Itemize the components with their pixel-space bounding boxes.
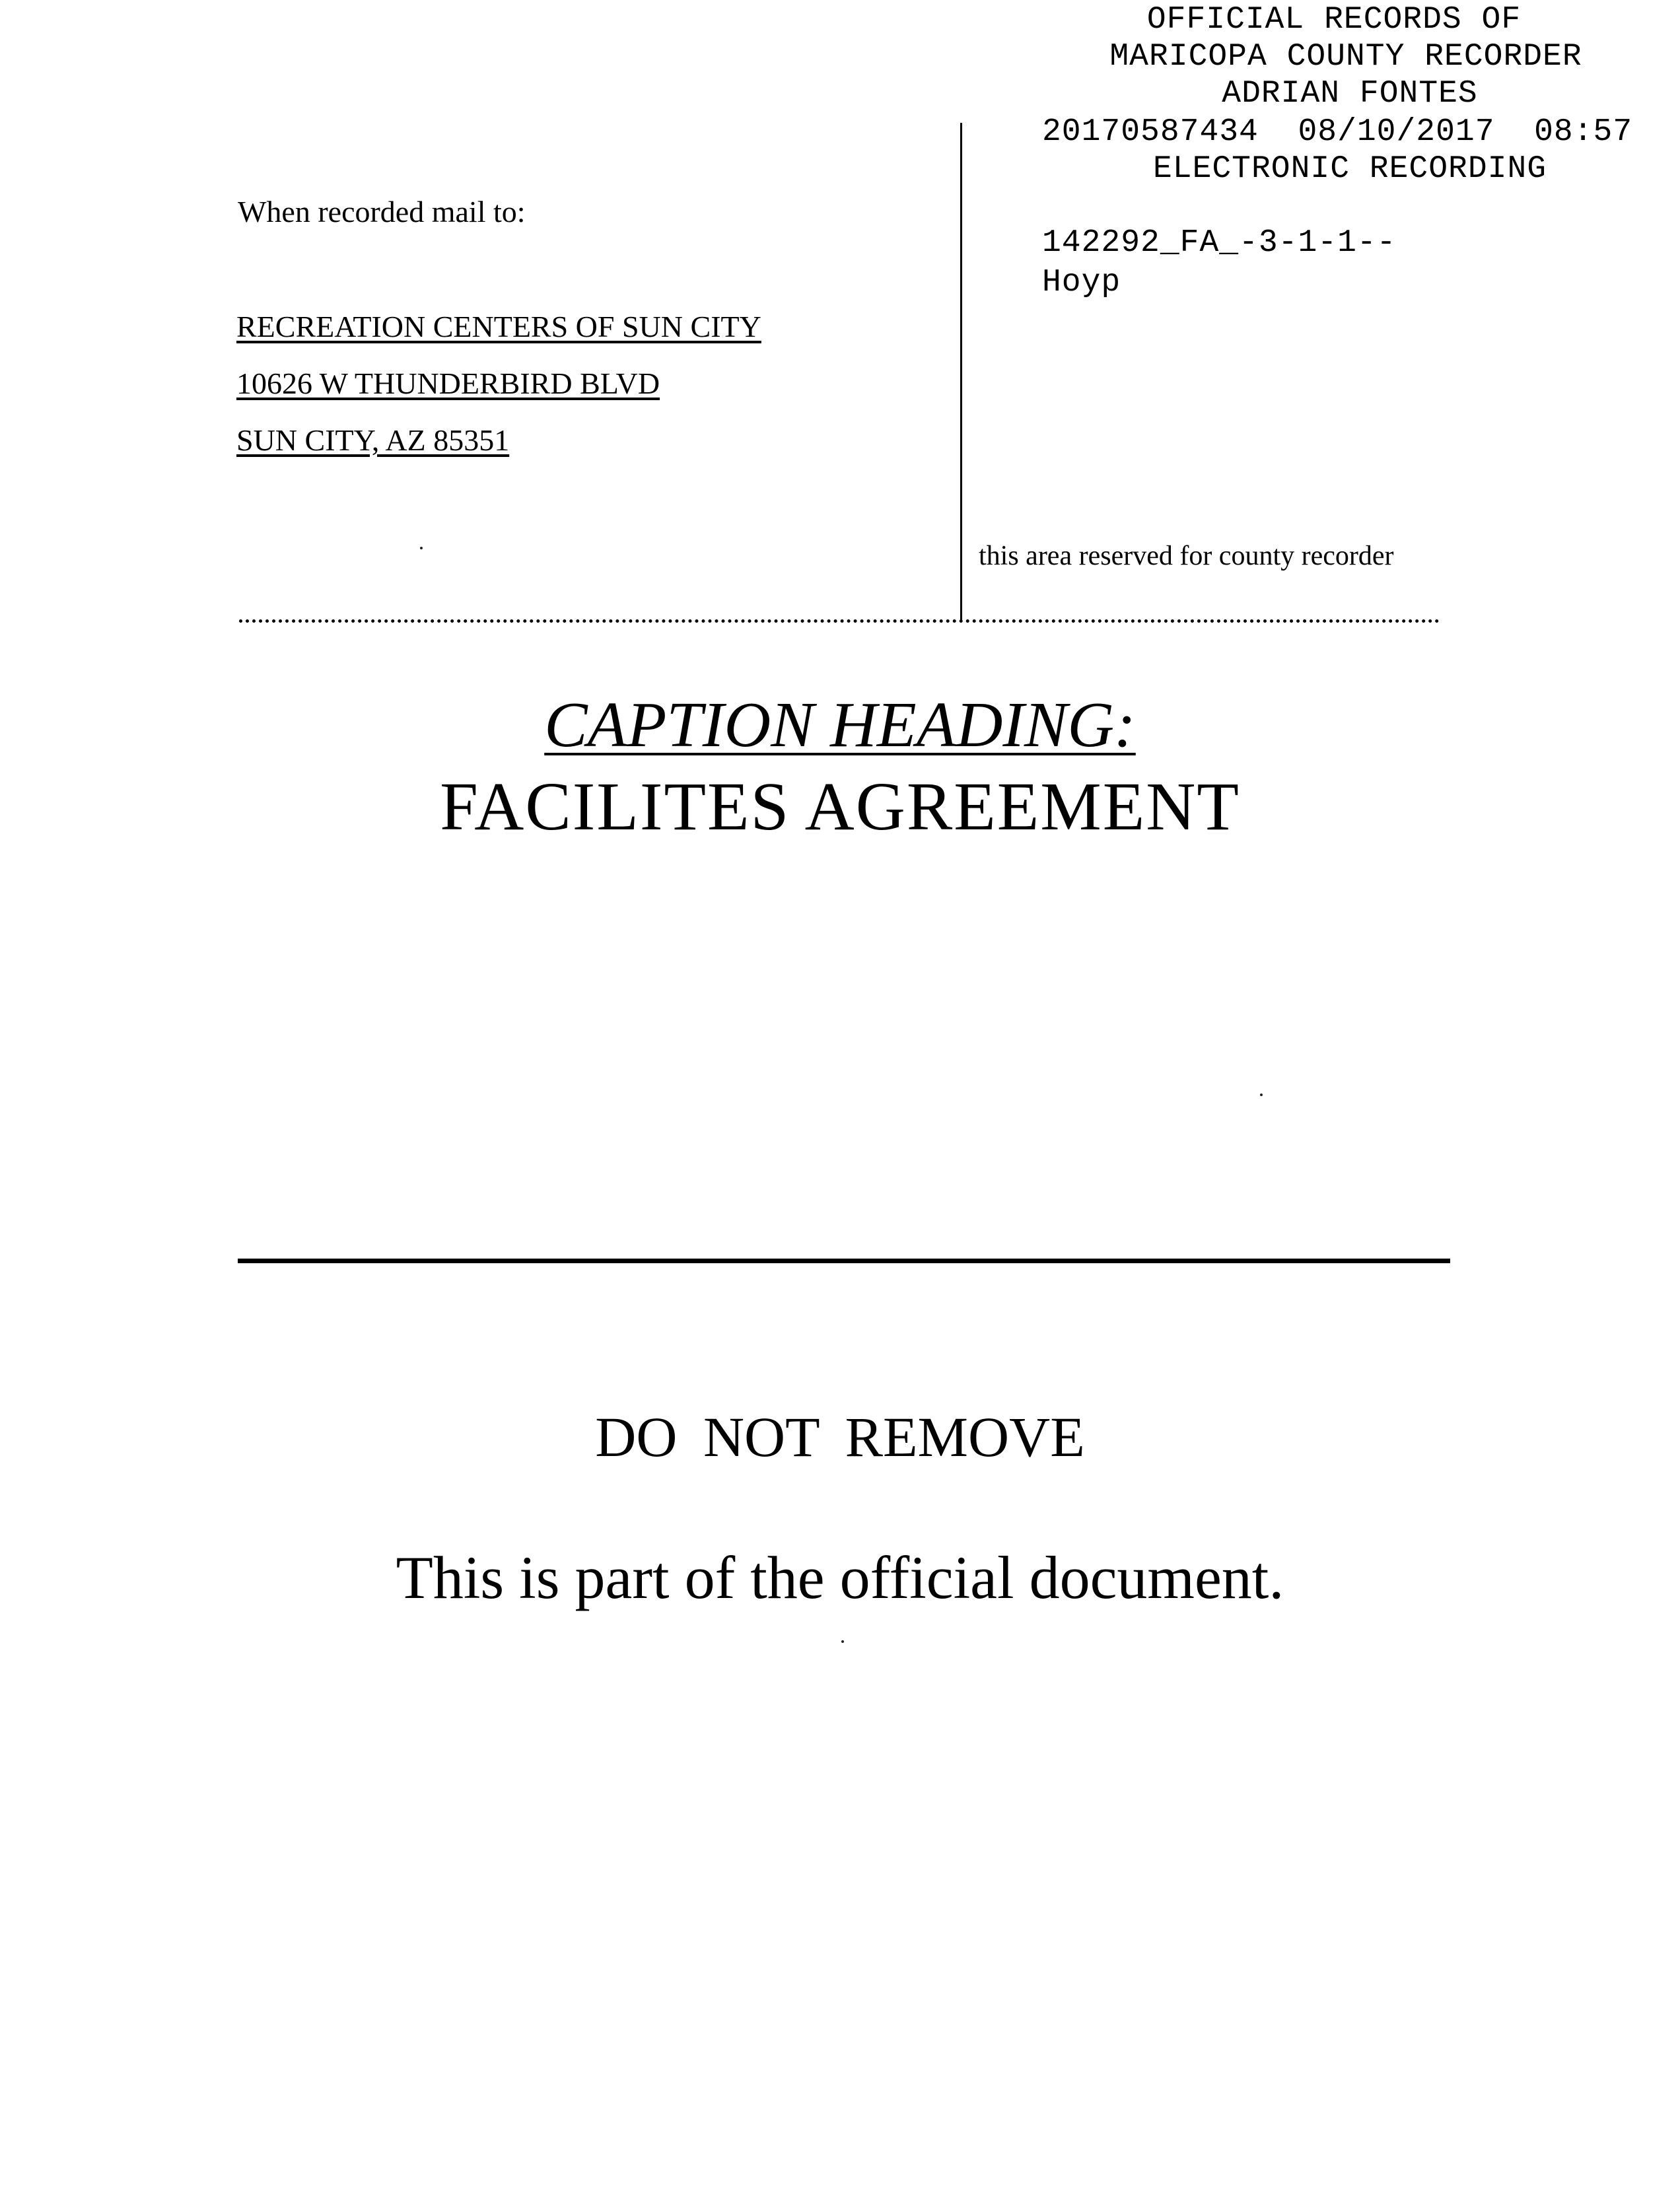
stamp-document-code: 142292_FA_-3-1-1-- <box>1042 225 1397 261</box>
stamp-line-official-records: OFFICIAL RECORDS OF <box>1146 2 1522 38</box>
stamp-line-electronic-recording: ELECTRONIC RECORDING <box>1152 151 1547 187</box>
scan-speck <box>420 547 423 549</box>
reserved-area-note: this area reserved for county recorder <box>979 541 1394 571</box>
caption-heading-text: CAPTION HEADING: <box>544 689 1136 761</box>
do-not-remove-notice: DO NOT REMOVE <box>595 1405 1085 1469</box>
mail-to-street: 10626 W THUNDERBIRD BLVD <box>236 366 660 400</box>
stamp-line-record-number-date-time: 20170587434 08/10/2017 08:57 <box>1042 114 1633 150</box>
scan-speck <box>1260 1094 1263 1096</box>
stamp-line-county-recorder: MARICOPA COUNTY RECORDER <box>1109 39 1582 75</box>
dotted-separator <box>239 619 1440 623</box>
recorder-area-divider <box>960 123 962 622</box>
mail-to-label: When recorded mail to: <box>238 195 526 228</box>
stamp-line-recorder-name: ADRIAN FONTES <box>1222 76 1478 112</box>
mail-to-name: RECREATION CENTERS OF SUN CITY <box>236 310 761 343</box>
document-title: FACILITES AGREEMENT <box>440 769 1240 845</box>
mail-to-city-state-zip: SUN CITY, AZ 85351 <box>236 423 510 457</box>
stamp-clerk-initials: Hoyp <box>1042 265 1121 300</box>
horizontal-rule <box>238 1259 1450 1263</box>
caption-heading <box>0 688 1680 762</box>
scan-speck <box>841 1640 844 1643</box>
official-document-statement: This is part of the official document. <box>396 1544 1284 1611</box>
